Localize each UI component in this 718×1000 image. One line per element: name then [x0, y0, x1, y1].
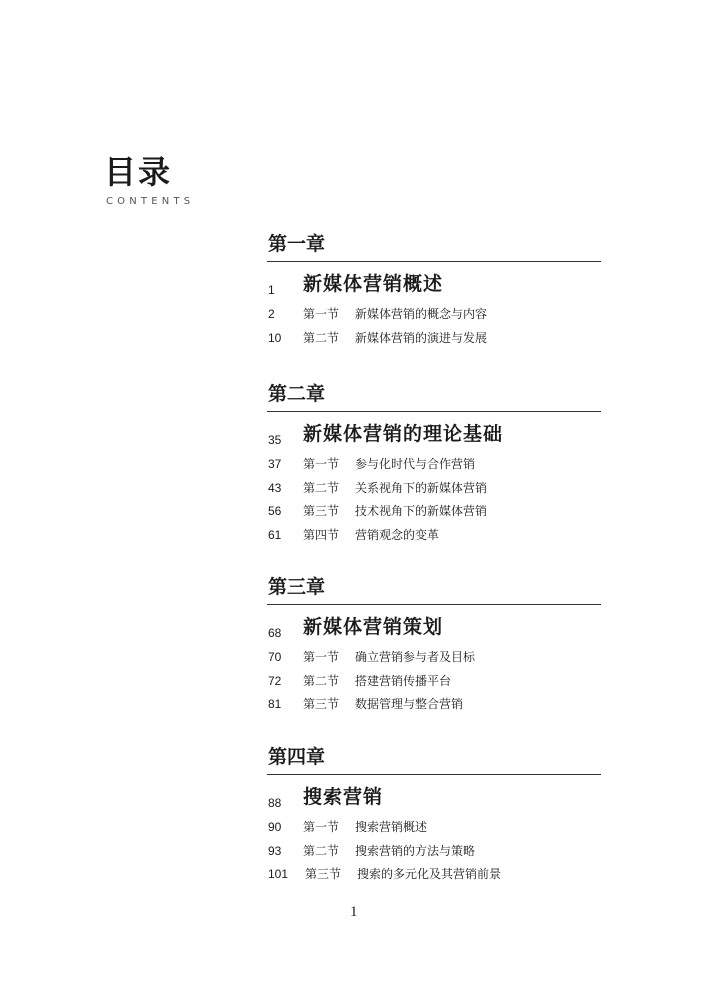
- section-row[interactable]: [267, 303, 601, 327]
- section-label: 第二节: [303, 673, 340, 688]
- section-page-number: 61: [268, 527, 282, 542]
- divider: [267, 774, 601, 775]
- chapter-block: [267, 575, 601, 717]
- section-page-number: 70: [268, 650, 282, 664]
- chapter-entry[interactable]: [267, 784, 601, 816]
- chapter-block: [267, 745, 601, 887]
- chapter-entry[interactable]: [267, 271, 601, 303]
- section-title: 数据管理与整合营销: [355, 697, 464, 711]
- section-title: 新媒体营销的概念与内容: [355, 307, 488, 321]
- chapter-entry[interactable]: [267, 614, 601, 646]
- section-title: 搜索营销的方法与策略: [355, 843, 476, 858]
- chapter-heading: 第四章: [268, 746, 326, 768]
- section-title: 搜索营销概述: [355, 820, 428, 834]
- section-list: [267, 453, 601, 547]
- section-label: 第三节: [303, 697, 340, 711]
- section-list: [267, 303, 601, 350]
- section-row[interactable]: [267, 670, 601, 694]
- page-subtitle: CONTENTS: [106, 196, 195, 207]
- chapter-page-number: 1: [268, 283, 275, 297]
- section-row[interactable]: [267, 840, 601, 864]
- section-row[interactable]: [267, 477, 601, 501]
- section-label: 第二节: [303, 480, 340, 495]
- section-label: 第二节: [303, 843, 340, 858]
- section-page-number: 10: [268, 330, 282, 345]
- section-row[interactable]: [267, 863, 601, 887]
- section-title: 确立营销参与者及目标: [355, 650, 476, 664]
- chapter-block: [267, 232, 601, 350]
- divider: [267, 604, 601, 605]
- divider: [267, 411, 601, 412]
- section-label: 第四节: [303, 527, 340, 542]
- section-label: 第三节: [305, 867, 342, 881]
- chapter-page-number: 88: [268, 796, 282, 810]
- divider: [267, 261, 601, 262]
- section-label: 第一节: [303, 650, 340, 664]
- section-label: 第一节: [303, 820, 340, 834]
- chapter-title: 搜索营销: [303, 786, 384, 808]
- section-row[interactable]: [267, 693, 601, 717]
- section-row[interactable]: [267, 327, 601, 351]
- section-page-number: 81: [268, 697, 282, 711]
- section-title: 搭建营销传播平台: [355, 673, 452, 688]
- section-page-number: 72: [268, 673, 282, 688]
- section-row[interactable]: [267, 816, 601, 840]
- section-row[interactable]: [267, 524, 601, 548]
- section-title: 关系视角下的新媒体营销: [355, 480, 488, 495]
- section-page-number: 43: [268, 480, 282, 495]
- section-title: 搜索的多元化及其营销前景: [357, 867, 502, 881]
- page-number: 1: [350, 904, 358, 920]
- page-title: 目录: [104, 153, 173, 191]
- section-title: 参与化时代与合作营销: [355, 457, 476, 471]
- section-page-number: 93: [268, 843, 282, 858]
- section-label: 第一节: [303, 457, 340, 471]
- chapter-heading: 第三章: [268, 576, 326, 598]
- section-label: 第三节: [303, 504, 340, 518]
- chapter-title: 新媒体营销策划: [303, 616, 444, 638]
- section-page-number: 101: [268, 867, 289, 881]
- section-page-number: 56: [268, 504, 282, 518]
- section-page-number: 90: [268, 820, 282, 834]
- section-title: 新媒体营销的演进与发展: [355, 330, 488, 345]
- chapter-block: [267, 382, 601, 547]
- section-title: 营销观念的变革: [355, 527, 440, 542]
- chapter-page-number: 35: [268, 433, 282, 447]
- section-title: 技术视角下的新媒体营销: [355, 504, 488, 518]
- section-row[interactable]: [267, 646, 601, 670]
- chapter-page-number: 68: [268, 626, 282, 640]
- chapter-heading: 第二章: [268, 383, 326, 405]
- section-row[interactable]: [267, 500, 601, 524]
- chapter-title: 新媒体营销概述: [303, 273, 444, 295]
- chapter-heading: 第一章: [268, 233, 326, 255]
- section-list: [267, 646, 601, 717]
- section-page-number: 2: [268, 307, 275, 321]
- chapter-entry[interactable]: [267, 421, 601, 453]
- chapter-title: 新媒体营销的理论基础: [303, 423, 504, 445]
- section-page-number: 37: [268, 457, 282, 471]
- section-label: 第二节: [303, 330, 340, 345]
- section-label: 第一节: [303, 307, 340, 321]
- section-row[interactable]: [267, 453, 601, 477]
- section-list: [267, 816, 601, 887]
